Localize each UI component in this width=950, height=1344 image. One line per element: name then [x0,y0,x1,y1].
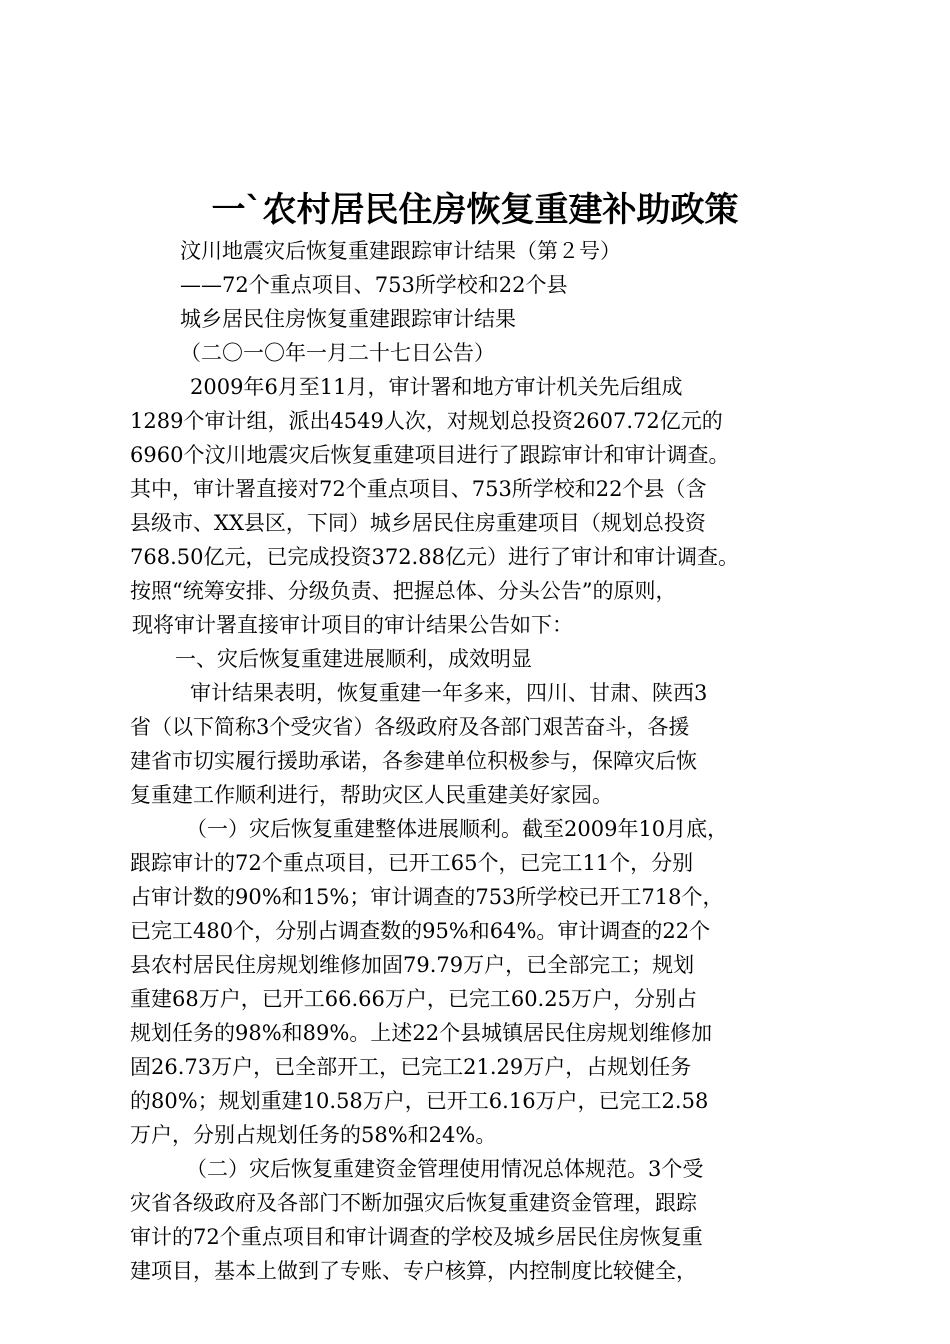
subtitle-line: 汶川地震灾后恢复重建跟踪审计结果（第２号） [180,239,621,263]
paragraph-line: （二）灾后恢复重建资金管理使用情况总体规范。3个受 [186,1157,704,1181]
paragraph-line: 的80%；规划重建10.58万户，已开工6.16万户，已完工2.58 [130,1089,709,1113]
paragraph-line: 重建68万户，已开工66.66万户，已完工60.25万户，分别占 [130,987,697,1011]
paragraph-line: 1289个审计组，派出4549人次，对规划总投资2607.72亿元的 [130,409,723,433]
paragraph-line: 其中，审计署直接对72个重点项目、753所学校和22个县（含 [130,477,707,501]
document-body [130,234,830,1288]
paragraph-line: 省（以下简称3个受灾省）各级政府及各部门艰苦奋斗，各援 [130,715,690,739]
paragraph-line: 768.50亿元，已完成投资372.88亿元）进行了审计和审计调查。 [130,545,739,569]
subtitle-line: 城乡居民住房恢复重建跟踪审计结果 [180,307,516,331]
paragraph-line: 灾省各级政府及各部门不断加强灾后恢复重建资金管理，跟踪 [130,1191,697,1215]
paragraph-line: 2009年6月至11月，审计署和地方审计机关先后组成 [190,375,683,399]
paragraph-line: 复重建工作顺利进行，帮助灾区人民重建美好家园。 [130,783,613,807]
paragraph-line: 县级市、XX县区，下同）城乡居民住房重建项目（规划总投资 [130,511,706,535]
paragraph-line: 6960个汶川地震灾后恢复重建项目进行了跟踪审计和审计调查。 [130,443,730,467]
paragraph-line: 审计的72个重点项目和审计调查的学校及城乡居民住房恢复重 [130,1225,703,1249]
paragraph-line: 固26.73万户，已全部开工，已完工21.29万户，占规划任务 [130,1055,692,1079]
paragraph-line: 审计结果表明，恢复重建一年多来，四川、甘肃、陕西3 [190,681,708,705]
paragraph-line: 按照“统筹安排、分级负责、把握总体、分头公告”的原则， [130,579,677,603]
paragraph-line: （一）灾后恢复重建整体进展顺利。截至2009年10月底， [186,817,729,841]
subtitle-line: ——72个重点项目、753所学校和22个县 [180,273,568,297]
paragraph-line: 已完工480个，分别占调查数的95%和64%。审计调查的22个 [130,919,711,943]
document-title: 一`农村居民住房恢复重建补助政策 [211,190,739,230]
paragraph-line: 跟踪审计的72个重点项目，已开工65个，已完工11个，分别 [130,851,694,875]
paragraph-line: 规划任务的98%和89%。上述22个县城镇居民住房规划维修加 [130,1021,713,1045]
paragraph-line: 现将审计署直接审计项目的审计结果公告如下： [132,613,573,637]
paragraph-line: 县农村居民住房规划维修加固79.79万户，已全部完工；规划 [130,953,695,977]
section-heading: 一、灾后恢复重建进展顺利，成效明显 [175,647,532,671]
date-line: （二〇一〇年一月二十七日公告） [180,341,495,365]
paragraph-line: 建省市切实履行援助承诺，各参建单位积极参与，保障灾后恢 [130,749,697,773]
paragraph-line: 万户，分别占规划任务的58%和24%。 [130,1123,497,1147]
paragraph-line: 占审计数的90%和15%；审计调查的753所学校已开工718个， [130,885,724,909]
paragraph-line: 建项目，基本上做到了专账、专户核算，内控制度比较健全， [130,1259,697,1283]
